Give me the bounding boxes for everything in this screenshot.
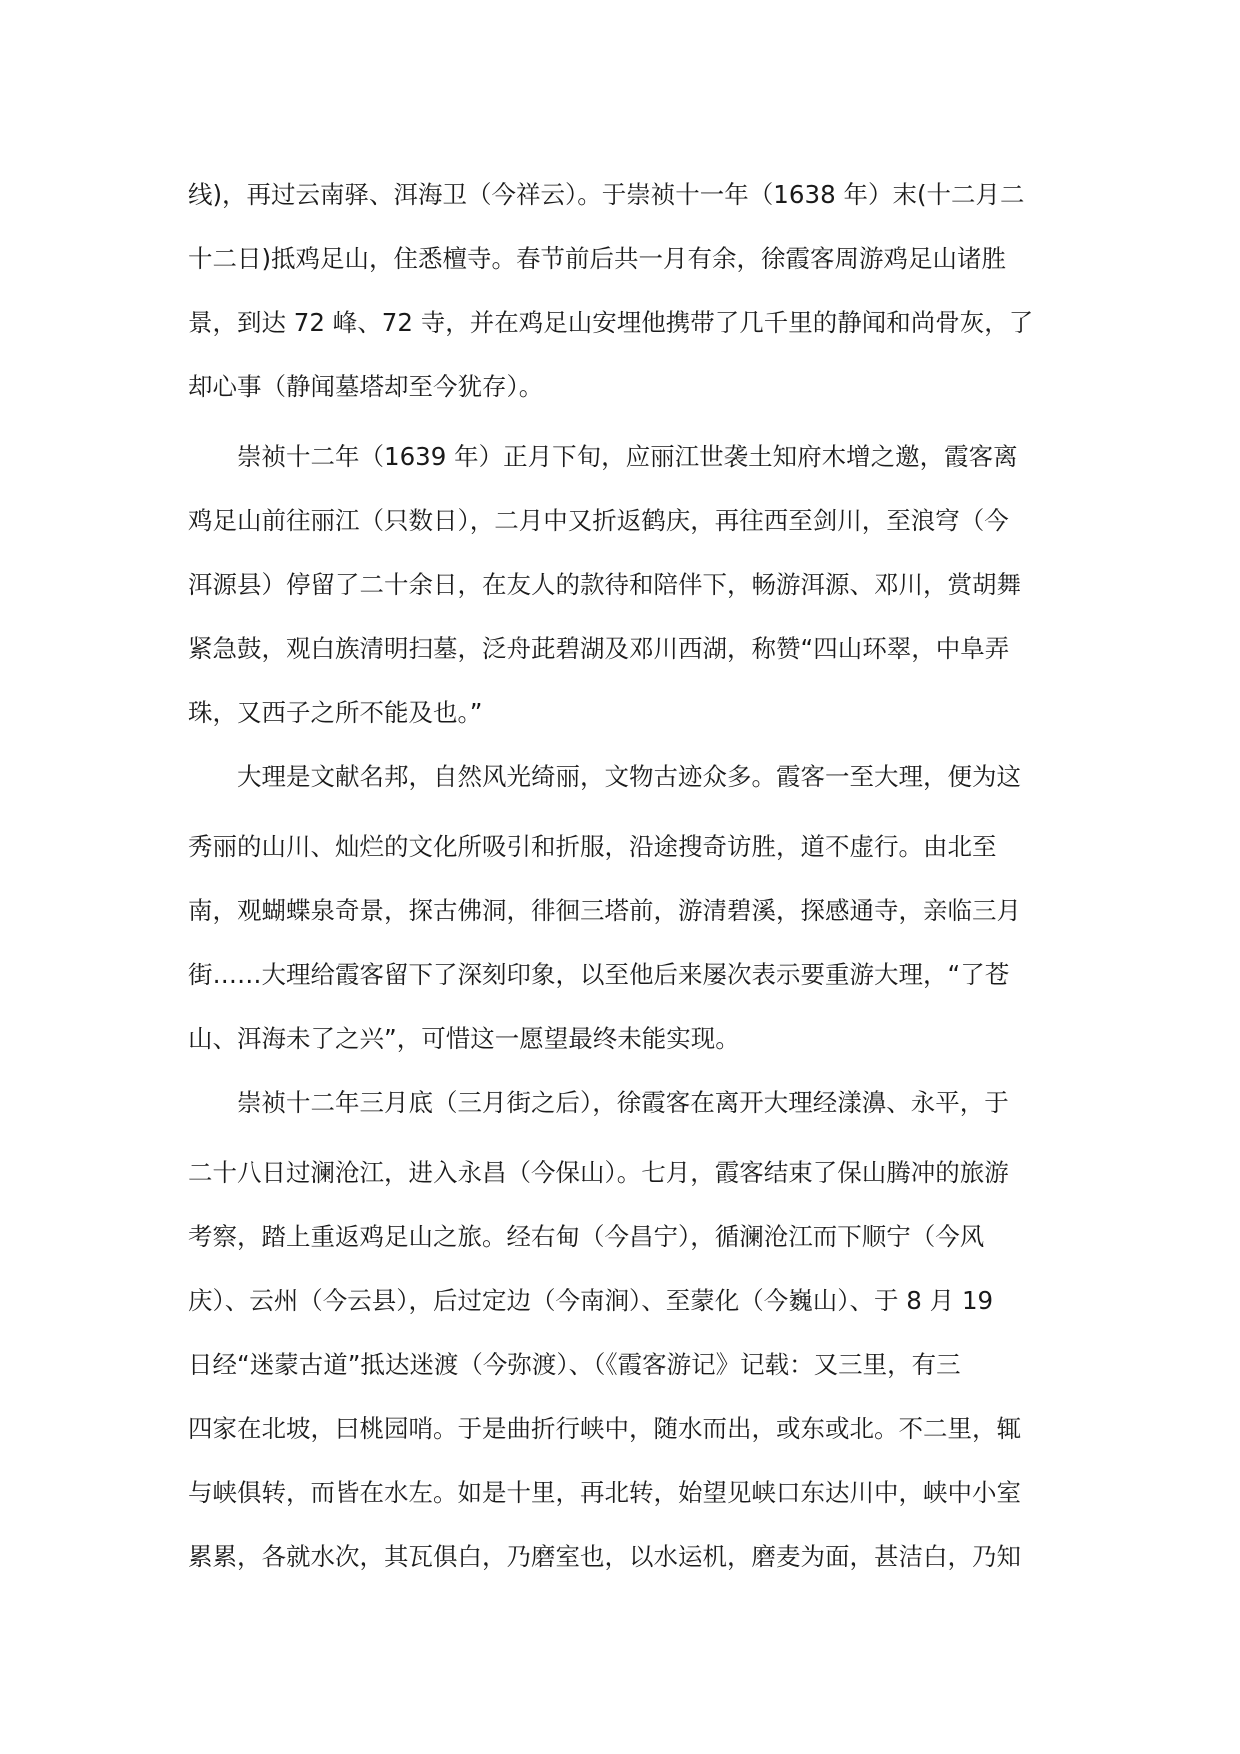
text-line: 洱源县）停留了二十余日，在友人的款待和陪伴下，畅游洱源、邓川，赏胡舞 bbox=[188, 570, 1021, 599]
text-line: 与峡俱转，而皆在水左。如是十里，再北转，始望见峡口东达川中，峡中小室 bbox=[188, 1478, 1021, 1507]
text-line: 南，观蝴蝶泉奇景，探古佛洞，徘徊三塔前，游清碧溪，探感通寺，亲临三月 bbox=[188, 896, 1021, 925]
text-line: 大理是文献名邦，自然风光绮丽，文物古迹众多。霞客一至大理，便为这 bbox=[237, 762, 1021, 791]
text-line bbox=[188, 1601, 1058, 1641]
text-line: 庆）、云州（今云县），后过定边（今南涧）、至蒙化（今巍山）、于 8 月 19 bbox=[188, 1286, 994, 1315]
text-line: 日经“迷蒙古道”抵达迷渡（今弥渡）、（《霞客游记》记载：又三里，有三 bbox=[188, 1350, 961, 1379]
text-line: 考察，踏上重返鸡足山之旅。经右甸（今昌宁），循澜沧江而下顺宁（今风 bbox=[188, 1222, 985, 1251]
text-line: 累累，各就水次，其瓦俱白，乃磨室也，以水运机，磨麦为面，甚洁白，乃知 bbox=[188, 1542, 1021, 1571]
text-line: 却心事（静闻墓塔却至今犹存）。 bbox=[188, 372, 544, 401]
text-line: 二十八日过澜沧江，进入永昌（今保山）。七月，霞客结束了保山腾冲的旅游 bbox=[188, 1158, 1009, 1187]
text-line: 街……大理给霞客留下了深刻印象，以至他后来屡次表示要重游大理，“了苍 bbox=[188, 960, 1010, 989]
text-line: 秀丽的山川、灿烂的文化所吸引和折服，沿途搜奇访胜，道不虚行。由北至 bbox=[188, 832, 997, 861]
text-line: 紧急鼓，观白族清明扫墓，泛舟茈碧湖及邓川西湖，称赞“四山环翠，中阜弄 bbox=[188, 634, 1010, 663]
text-line: 四家在北坡，曰桃园哨。于是曲折行峡中，随水而出，或东或北。不二里，辄 bbox=[188, 1414, 1021, 1443]
text-line: 崇祯十二年（1639 年）正月下旬，应丽江世袭土知府木增之邀，霞客离 bbox=[237, 442, 1018, 471]
text-line: 线)，再过云南驿、洱海卫（今祥云）。于崇祯十一年（1638 年）末(十二月二 bbox=[188, 180, 1025, 209]
text-line: 珠，又西子之所不能及也。” bbox=[188, 698, 483, 727]
text-line: 十二日)抵鸡足山，住悉檀寺。春节前后共一月有余，徐霞客周游鸡足山诸胜 bbox=[188, 244, 1007, 273]
text-line: 鸡足山前往丽江（只数日），二月中又折返鹤庆，再往西至剑川，至浪穹（今 bbox=[188, 506, 1009, 535]
text-line: 山、洱海未了之兴”，可惜这一愿望最终未能实现。 bbox=[188, 1024, 740, 1053]
text-line: 景，到达 72 峰、72 寺，并在鸡足山安埋他携带了几千里的静闻和尚骨灰，了 bbox=[188, 308, 1034, 337]
text-line: 崇祯十二年三月底（三月街之后），徐霞客在离开大理经漾濞、永平，于 bbox=[237, 1088, 1009, 1117]
